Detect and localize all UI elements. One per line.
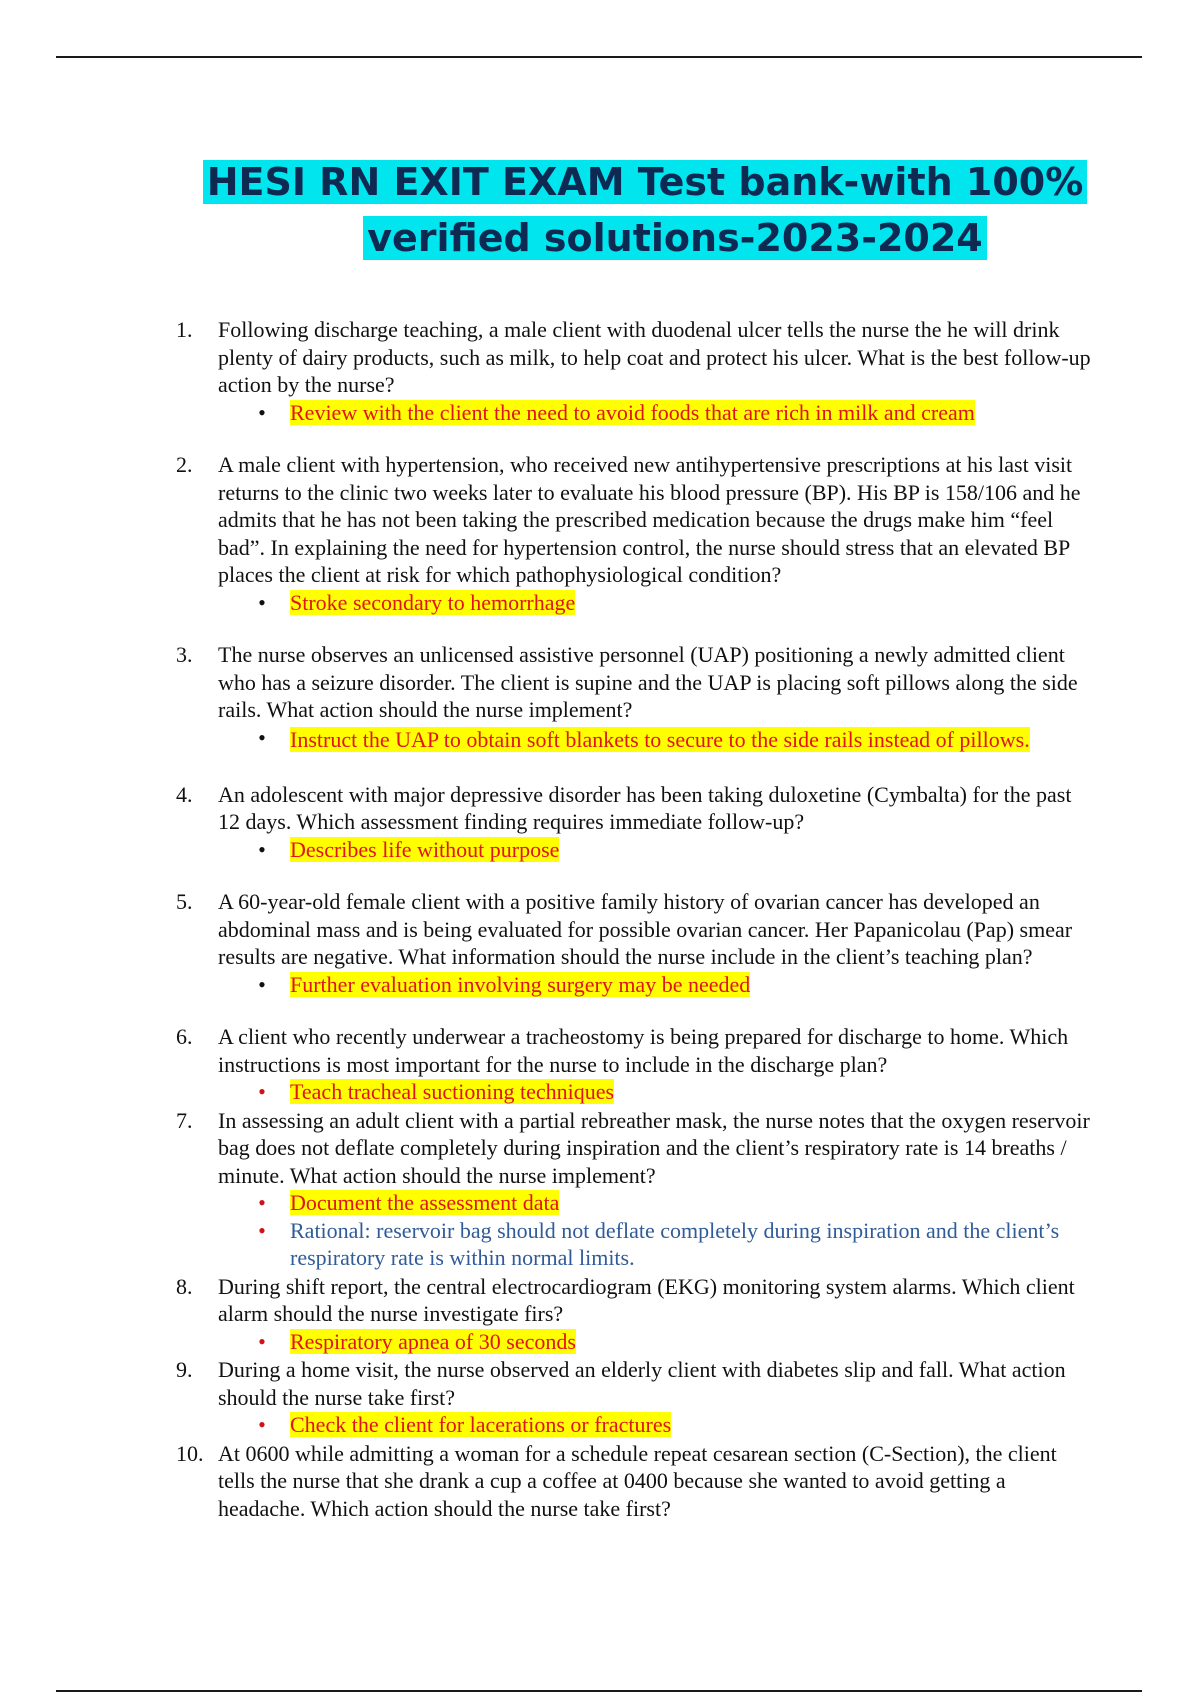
answer-list: [218, 589, 1096, 617]
answer-text: Check the client for lacerations or fractures: [290, 1412, 672, 1437]
question-number: 5.: [176, 889, 193, 914]
answer-text: Stroke secondary to hemorrhage: [290, 589, 576, 615]
question-number: 4.: [176, 781, 193, 807]
answer-text: Describes life without purpose: [290, 836, 560, 862]
answer-item: [218, 1189, 1096, 1217]
answer-text: Instruct the UAP to obtain soft blankets to secure to the side rails instead of pillows.: [290, 726, 1030, 752]
answer-item: [218, 1078, 1096, 1106]
answer-list: [218, 1328, 1096, 1356]
bullet-icon: •: [258, 1079, 266, 1104]
answer-list: [218, 1411, 1096, 1439]
bullet-icon: •: [258, 836, 266, 862]
question-number: 2.: [176, 452, 193, 477]
document-title: [150, 154, 1140, 266]
question-item-4: [176, 781, 1096, 864]
answer-list: [218, 724, 1096, 756]
question-number: 10.: [176, 1440, 204, 1466]
bullet-icon: •: [258, 724, 266, 750]
bullet-icon: •: [258, 1328, 266, 1354]
rationale-text: Rational: reservoir bag should not deflate completely during inspiration and the client’s respiratory rate is within normal limits.: [290, 1217, 1060, 1270]
question-number: 8.: [176, 1273, 193, 1299]
title-line-1-text: HESI RN EXIT EXAM Test bank-with 100%: [203, 160, 1088, 204]
answer-list: [218, 836, 1096, 864]
question-number: 9.: [176, 1357, 193, 1382]
bullet-icon: •: [258, 1412, 266, 1437]
answer-text: Document the assessment data: [290, 1190, 560, 1215]
answer-list: [218, 971, 1096, 999]
bullet-icon: •: [258, 1217, 266, 1243]
answer-list: [218, 1078, 1096, 1106]
answer-text: Further evaluation involving surgery may be needed: [290, 971, 751, 997]
footer-rule: [56, 1690, 1142, 1692]
bullet-icon: •: [258, 971, 266, 997]
question-number: 7.: [176, 1107, 193, 1133]
question-item-9: [176, 1356, 1096, 1439]
question-text: At 0600 while admitting a woman for a schedule repeat cesarean section (C-Section), the client tells the nurse that she drank a cup a coffee at 0400 because she wanted to avoid getting a headache. Which action should the nurse take first?: [218, 1440, 1057, 1521]
answer-item: [218, 589, 1096, 617]
question-item-1: [176, 316, 1096, 426]
answer-item: [218, 399, 1096, 427]
question-text: A 60-year-old female client with a positive family history of ovarian cancer has developed an abdominal mass and is being evaluated for possible ovarian cancer. Her Papanicolau (Pap) smear results are negative. What information should the nurse include in the client’s teaching plan?: [218, 889, 1073, 969]
question-list: [176, 316, 1096, 1522]
answer-item: [218, 724, 1096, 756]
question-number: 3.: [176, 642, 193, 667]
question-text: The nurse observes an unlicensed assistive personnel (UAP) positioning a newly admitted client who has a seizure disorder. The client is supine and the UAP is placing soft pillows along the side rails. What action should the nurse implement?: [218, 642, 1078, 722]
question-item-2: [176, 451, 1096, 616]
rationale-item: [218, 1217, 1096, 1272]
question-text: Following discharge teaching, a male client with duodenal ulcer tells the nurse the he will drink plenty of dairy products, such as milk, to help coat and protect his ulcer. What is the best follow-up action by the nurse?: [218, 317, 1091, 397]
question-text: During shift report, the central electrocardiogram (EKG) monitoring system alarms. Which client alarm should the nurse investigate firs?: [218, 1273, 1075, 1326]
bullet-icon: •: [258, 589, 266, 615]
bullet-icon: •: [258, 399, 266, 425]
question-text: An adolescent with major depressive disorder has been taking duloxetine (Cymbalta) for the past 12 days. Which assessment finding requires immediate follow-up?: [218, 781, 1072, 834]
question-item-3: [176, 641, 1096, 756]
question-number: 1.: [176, 317, 193, 342]
answer-text: Review with the client the need to avoid foods that are rich in milk and cream: [290, 399, 975, 425]
question-item-10: [176, 1440, 1096, 1523]
question-item-8: [176, 1273, 1096, 1356]
answer-item: [218, 1328, 1096, 1356]
question-item-6: [176, 1023, 1096, 1106]
title-line-2: [150, 210, 1140, 266]
answer-item: [218, 971, 1096, 999]
bullet-icon: •: [258, 1190, 266, 1215]
question-number: 6.: [176, 1024, 193, 1049]
question-text: During a home visit, the nurse observed an elderly client with diabetes slip and fall. What action should the nurse take first?: [218, 1357, 1066, 1410]
header-rule: [56, 56, 1142, 58]
answer-list: [218, 1189, 1096, 1272]
answer-text: Teach tracheal suctioning techniques: [290, 1079, 615, 1104]
question-item-7: [176, 1107, 1096, 1272]
answer-text: Respiratory apnea of 30 seconds: [290, 1328, 576, 1354]
title-line-2-text: verified solutions-2023-2024: [363, 216, 987, 260]
answer-list: [218, 399, 1096, 427]
question-text: A client who recently underwear a tracheostomy is being prepared for discharge to home. Which instructions is most important for the nurse to include in the discharge plan?: [218, 1024, 1069, 1077]
answer-item: [218, 836, 1096, 864]
answer-item: [218, 1411, 1096, 1439]
title-line-1: [150, 154, 1140, 210]
question-text: In assessing an adult client with a partial rebreather mask, the nurse notes that the oxygen reservoir bag does not deflate completely during inspiration and the client’s respiratory rate is 14 breaths / minute. What action should the nurse implement?: [218, 1107, 1090, 1188]
question-item-5: [176, 888, 1096, 998]
question-text: A male client with hypertension, who received new antihypertensive prescriptions at his last visit returns to the clinic two weeks later to evaluate his blood pressure (BP). His BP is 158/106 and he admits that he has not been taking the prescribed medication because the drugs make him “feel bad”. In explaining the need for hypertension control, the nurse should stress that an elevated BP places the client at risk for which pathophysiological condition?: [218, 452, 1081, 587]
